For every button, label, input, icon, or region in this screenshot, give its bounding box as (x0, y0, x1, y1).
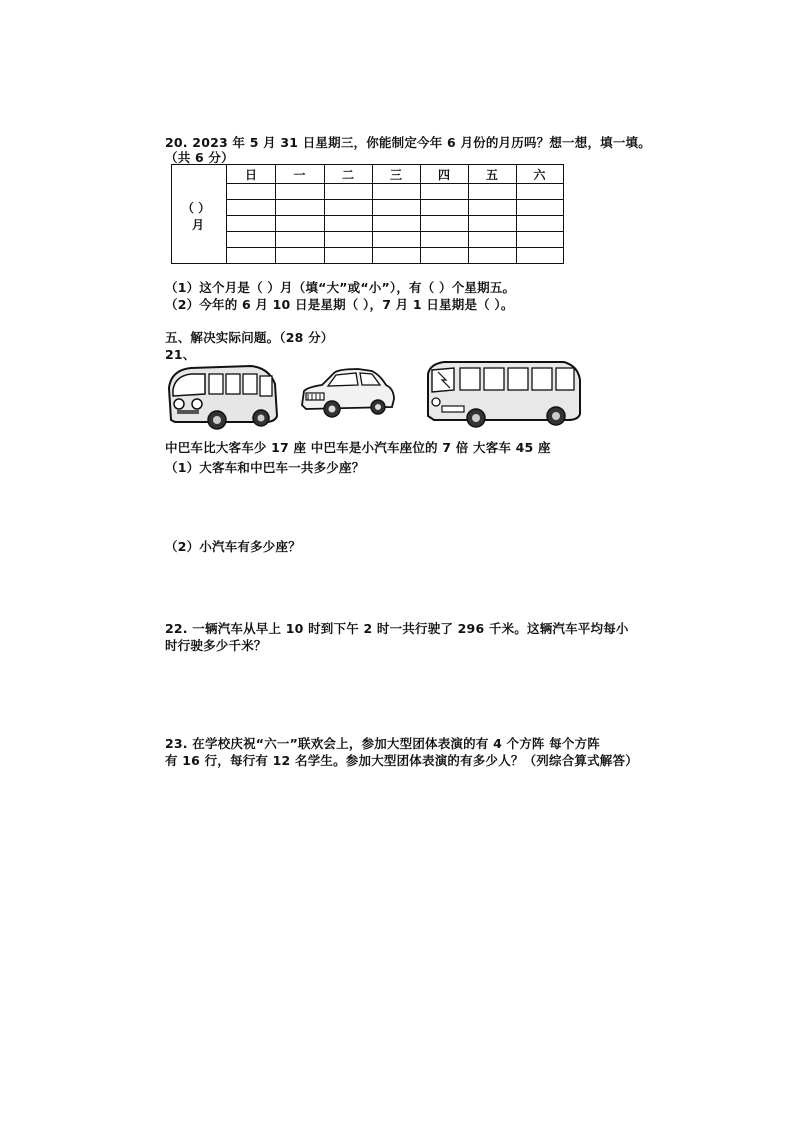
question-20-score: （共 6 分） (165, 150, 234, 165)
row-divider (227, 231, 563, 232)
question-22-line1: 22. 一辆汽车从早上 10 时到下午 2 时一共行驶了 296 千米。这辆汽车平均每小 (165, 621, 629, 636)
calendar-month-cell[interactable] (172, 165, 227, 263)
car-icon (298, 365, 398, 420)
bus-icon (424, 358, 584, 430)
month-label: 月 (192, 218, 205, 232)
month-blank: （ ） (182, 201, 211, 215)
row-divider (227, 247, 563, 248)
question-23-line2: 有 16 行，每行有 12 名学生。参加大型团体表演的有多少人？（列综合算式解答） (165, 753, 638, 768)
question-21-sub1: （1）大客车和中巴车一共多少座？ (165, 460, 365, 475)
question-21-sub2: （2）小汽车有多少座？ (165, 539, 301, 554)
row-divider (227, 183, 563, 184)
question-21-number: 21、 (165, 347, 196, 362)
weekday-header-tue: 二 (341, 167, 354, 182)
weekday-header-sat: 六 (533, 167, 546, 182)
weekday-header-sun: 日 (244, 167, 257, 182)
weekday-header-mon: 一 (293, 167, 306, 182)
question-23-line1: 23. 在学校庆祝“六一”联欢会上，参加大型团体表演的有 4 个方阵 每个方阵 (165, 736, 600, 751)
calendar-table (171, 164, 564, 264)
weekday-header-wed: 三 (389, 167, 402, 182)
question-20-title: 20. 2023 年 5 月 31 日星期三，你能制定今年 6 月份的月历吗？想一想，填一填。 (165, 135, 651, 150)
question-22-line2: 时行驶多少千米？ (165, 638, 267, 653)
row-divider (227, 199, 563, 200)
row-divider (227, 215, 563, 216)
section-5-title: 五、解决实际问题。（28 分） (165, 330, 334, 345)
question-20-sub1: （1）这个月是（ ）月（填“大”或“小”），有（ ）个星期五。 (165, 280, 516, 295)
question-21-caption: 中巴车比大客车少 17 座 中巴车是小汽车座位的 7 倍 大客车 45 座 (165, 440, 551, 455)
weekday-header-thu: 四 (437, 167, 450, 182)
weekday-header-fri: 五 (485, 167, 498, 182)
minibus-icon (165, 360, 280, 430)
question-20-sub2: （2）今年的 6 月 10 日是星期（ ），7 月 1 日星期是（ ）。 (165, 297, 514, 312)
